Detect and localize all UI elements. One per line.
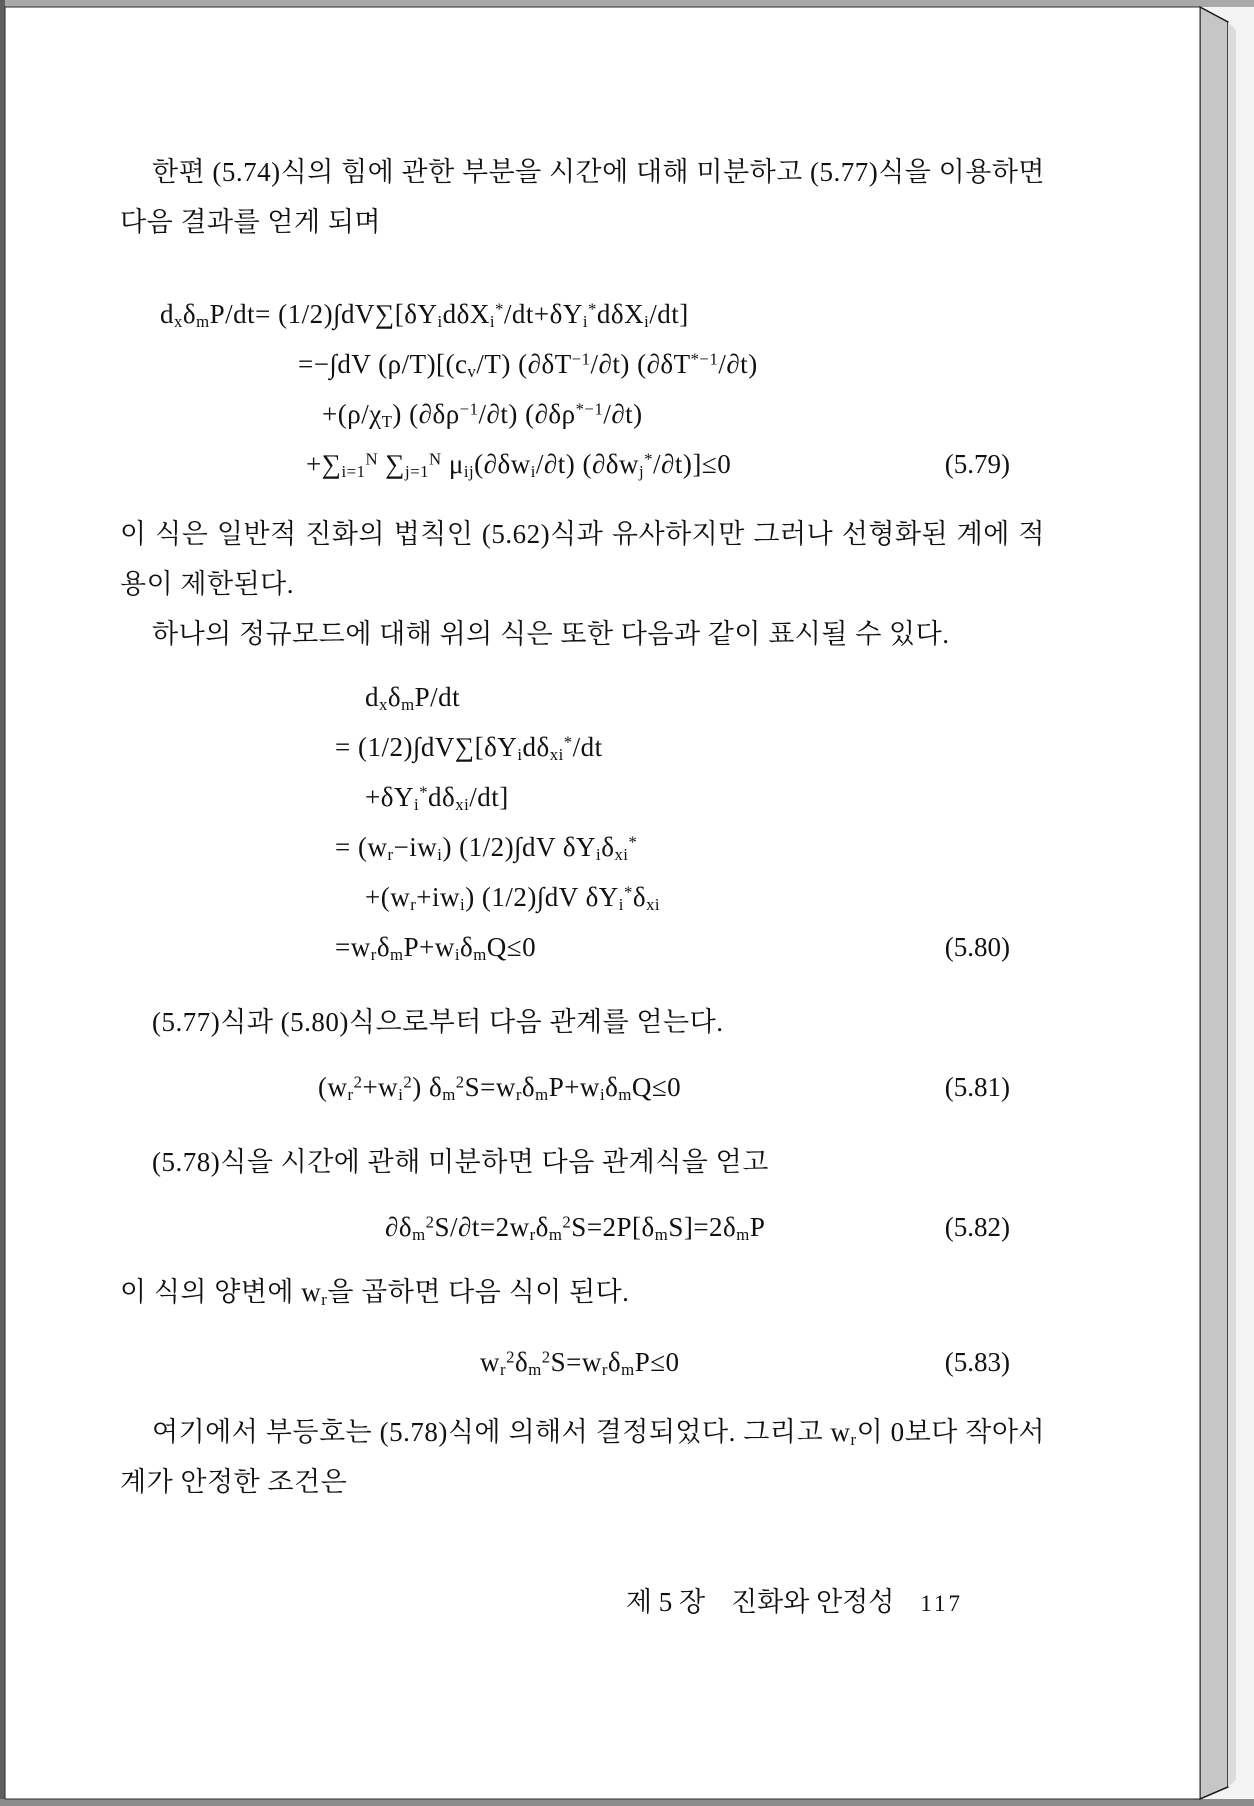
formula-text: $=w_r\delta_mP+w_i\delta_mQ\le 0$ <box>335 932 537 965</box>
paragraph-relation: (5.77)식과 (5.80)식으로부터 다음 관계를 얻는다. <box>152 1007 724 1037</box>
equation-5-80 <box>120 672 1045 972</box>
equation-line <box>335 722 1045 772</box>
equation-line <box>298 339 1045 389</box>
equation-number: (5.82) <box>944 1212 1010 1242</box>
equation-5-83 <box>120 1337 1045 1387</box>
formula-text: =−∫dV $(\rho/T)[(c_v/T)$ $(\partial\delta T^{-1}/\partial t)$ $(\partial\delta T^{*-1}/\partial t)$ <box>298 349 758 382</box>
page-footer <box>120 1577 963 1629</box>
equation-line <box>385 1202 1045 1252</box>
formula-text: $+(w_r+iw_i)$ (1/2)∫dV $\delta Y_i^*\delta_{xi}$ <box>365 882 661 915</box>
paragraph-remark: 이 식은 일반적 진화의 법칙인 (5.62)식과 유사하지만 그러나 선형화된 계에 적용이 제한된다. <box>120 519 1045 599</box>
equation-number: (5.81) <box>944 1072 1010 1102</box>
chapter-title: 진화와 안정성 <box>731 1587 895 1617</box>
equation-5-81 <box>120 1062 1045 1112</box>
scan-top-border <box>0 0 1254 7</box>
page-fore-edge <box>1200 7 1228 1799</box>
formula-text: $d_x\delta_mP/dt$ <box>365 682 461 715</box>
paragraph-intro: 한편 (5.74)식의 힘에 관한 부분을 시간에 대해 미분하고 (5.77)식을 이용하면 다음 결과를 얻게 되며 <box>120 157 1045 237</box>
equation-5-79 <box>120 289 1045 489</box>
formula-text: = $(1/2)\int dV\sum[\delta Y_id\delta_{xi}^*/dt$ <box>335 732 603 765</box>
equation-number: (5.83) <box>944 1347 1010 1377</box>
paragraph-multiply: 이 식의 양변에 $w_r$을 곱하면 다음 식이 된다. <box>120 1277 630 1310</box>
equation-line <box>365 872 1045 922</box>
formula-text: $w_r^2\delta_m^2S=w_r\delta_mP\le 0$ <box>480 1347 680 1380</box>
formula-text: $(w_r^2+w_i^2)$ $\delta_m^2S=w_r\delta_mP+w_i\delta_mQ\le 0$ <box>318 1072 682 1105</box>
equation-line <box>160 289 1045 339</box>
equation-number: (5.79) <box>944 449 1010 479</box>
page-number: 117 <box>920 1591 963 1616</box>
formula-text: = $(w_r-iw_i)$ (1/2)∫dV $\delta Y_i\delta_{xi}^*$ <box>335 832 638 865</box>
page-content <box>5 7 1200 1799</box>
fore-edge-shadow <box>1228 22 1236 1787</box>
formula-text: $+\sum_{i=1}^N$ $\sum_{j=1}^N$ $\mu_{ij}(\partial\delta w_i/\partial t)$ $(\partial\delta w_j^*/\partial t)]\le 0$ <box>306 449 732 482</box>
equation-5-82 <box>120 1202 1045 1252</box>
equation-line <box>335 922 1045 972</box>
paragraph-inequality: 여기에서 부등호는 (5.78)식에 의해서 결정되었다. 그리고 $w_r$이 0보다 작아서 계가 안정한 조건은 <box>120 1417 1045 1497</box>
paragraph-normal-mode: 하나의 정규모드에 대해 위의 식은 또한 다음과 같이 표시될 수 있다. <box>152 619 950 649</box>
formula-text: $+\delta Y_i^*d\delta_{xi}/dt$] <box>365 782 509 815</box>
formula-text: $+(\rho/\chi_T)$ $(\partial\delta\rho^{-1}/\partial t)$ $(\partial\delta\rho^{*-1}/\partial t)$ <box>322 399 643 432</box>
equation-line <box>322 389 1045 439</box>
paragraph-differentiate: (5.78)식을 시간에 관해 미분하면 다음 관계식을 얻고 <box>152 1147 769 1177</box>
equation-line <box>365 672 1045 722</box>
equation-line <box>318 1062 1045 1112</box>
chapter-label: 제 5 장 <box>625 1587 706 1617</box>
formula-text: $d_x\delta_mP/dt= (1/2)\int dV\sum[\delta Y_id\delta X_i^*/dt+\delta Y_i^*d\delta X_i/dt]$ <box>160 299 689 332</box>
equation-number: (5.80) <box>944 932 1010 962</box>
scan-bottom-border <box>0 1799 1254 1806</box>
formula-text: $\partial\delta_m^2S/\partial t=2w_r\delta_m^2S=2P[\delta_mS]=2\delta_mP$ <box>385 1212 766 1245</box>
equation-line <box>480 1337 1045 1387</box>
equation-line <box>365 772 1045 822</box>
equation-line <box>306 439 1045 489</box>
equation-line <box>335 822 1045 872</box>
